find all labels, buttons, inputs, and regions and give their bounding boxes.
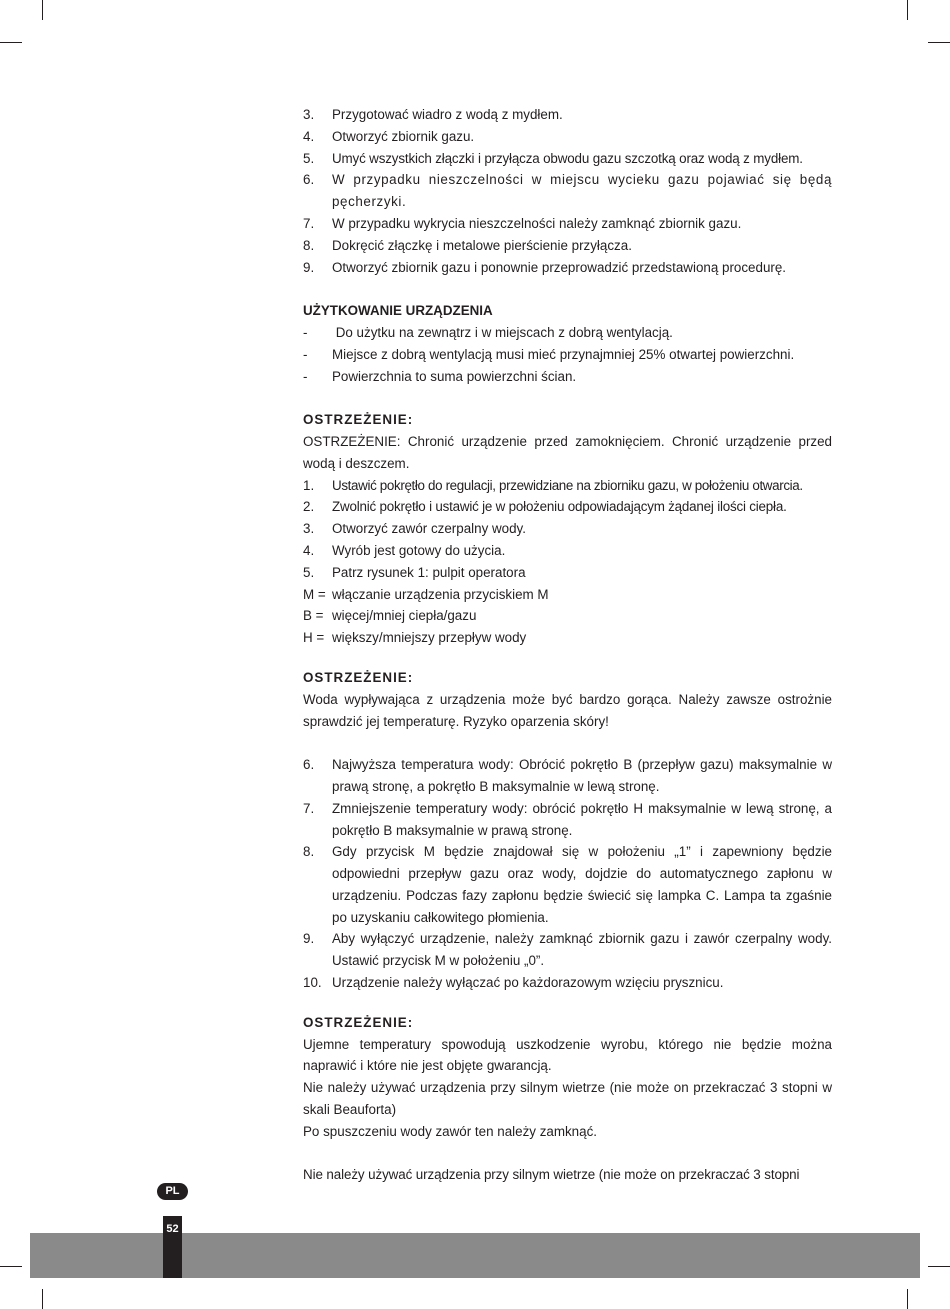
item-number: 3. [303,107,315,122]
item-bullet: - [303,368,308,384]
spacer [303,278,832,300]
item-number: 4. [303,128,315,144]
operation-list [303,475,832,649]
section-heading-warning: OSTRZEŻENIE: [303,1014,414,1030]
item-number: 8. [303,237,315,253]
item-number: 3. [303,521,315,537]
usage-list [303,322,832,387]
item-text: Otworzyć zbiornik gazu. [332,128,475,144]
page-number: 52 [163,1216,182,1278]
item-text: Najwyższa temperatura wody: Obrócić pokrętło B (przepływ gazu) maksymalnie w prawą stronę, a pokrętło B maksymalnie w lewą stronę. [332,757,832,794]
list-item [303,475,832,497]
list-item [303,169,832,213]
list-item [303,841,832,928]
list-item [303,322,832,344]
item-number: 9. [303,259,315,275]
list-item [303,928,832,972]
item-number: 6. [303,172,315,188]
item-text: większy/mniejszy przepływ wody [332,630,527,646]
item-number: 6. [303,757,315,773]
item-text: Do użytku na zewnątrz i w miejscach z dobrą wentylacją. [332,324,673,340]
item-text: Patrz rysunek 1: pulpit operatora [332,564,526,580]
item-number: 10. [303,975,322,991]
procedure-list [303,104,832,278]
item-number: 5. [303,564,315,580]
item-bullet: - [303,324,308,340]
item-number: 2. [303,499,315,515]
item-number: 7. [303,800,315,816]
list-item [303,518,832,540]
warning-intro: OSTRZEŻENIE: Chronić urządzenie przed zamoknięciem. Chronić urządzenie przed wodą i deszczem. [303,433,832,471]
spacer [303,387,832,409]
item-text: Zmniejszenie temperatury wody: obrócić pokrętło H maksymalnie w lewą stronę, a pokrętło B maksymalnie w prawą stronę. [332,800,832,838]
warning-paragraph: Nie należy używać urządzenia przy silnym wietrze (nie może on przekraczać 3 stopni [303,1167,800,1183]
item-number: 7. [303,215,315,231]
item-text: Miejsce z dobrą wentylacją musi mieć przynajmniej 25% otwartej powierzchni. [332,346,795,362]
crop-mark [0,1266,22,1267]
spacer [303,994,832,1012]
list-item [303,562,832,584]
item-text: Urządzenie należy wyłączać po każdorazowym wzięciu prysznicu. [332,975,724,991]
list-item [303,213,832,235]
list-item [303,148,832,170]
spacer [303,732,832,754]
item-text: Umyć wszystkich złączki i przyłącza obwodu gazu szczotką oraz wodą z mydłem. [332,150,803,166]
item-key: M = [303,586,326,602]
page-content [303,104,832,1186]
item-key: H = [303,630,325,646]
list-item [303,754,832,798]
item-number: 4. [303,542,315,558]
item-number: 9. [303,931,315,947]
crop-mark [42,0,43,20]
warning-paragraph: Po spuszczeniu wody zawór ten należy zamknąć. [303,1123,597,1139]
section-heading-warning: OSTRZEŻENIE: [303,412,414,428]
item-text: Przygotować wiadro z wodą z mydłem. [332,107,563,122]
crop-mark [0,42,22,43]
warning-text: Woda wypływająca z urządzenia może być bardzo gorąca. Należy zawsze ostrożnie sprawdzić jej temperaturę. Ryzyko oparzenia skóry! [303,691,832,729]
list-item [303,104,832,126]
spacer [303,649,832,659]
section-heading-warning: OSTRZEŻENIE: [303,669,414,685]
list-item [303,235,832,257]
item-text: Aby wyłączyć urządzenie, należy zamknąć zbiornik gazu i zawór czerpalny wody. Ustawić przycisk M w położeniu „0”. [332,931,832,969]
crop-mark [928,42,950,43]
list-item [303,366,832,388]
item-text: Otworzyć zawór czerpalny wody. [332,521,526,537]
item-text: W przypadku nieszczelności w miejscu wycieku gazu pojawiać się będą pęcherzyki. [332,172,832,210]
list-item [303,798,832,842]
list-item [303,972,832,994]
spacer [303,1143,832,1165]
item-text: więcej/mniej ciepła/gazu [332,608,477,624]
item-text: Gdy przycisk M będzie znajdował się w położeniu „1” i zapewniony będzie odpowiedni przepływ gazu oraz wody, dojdzie do automatycznego zapłonu w urządzeniu. Podczas fazy zapłonu będzie świecić się lampka C. Lampa ta zgaśnie po uzyskaniu całkowitego płomienia. [332,844,832,925]
warning-paragraph: Nie należy używać urządzenia przy silnym wietrze (nie może on przekraczać 3 stopni w skali Beauforta) [303,1080,832,1118]
list-item [303,344,832,366]
list-item [303,627,832,649]
list-item [303,257,832,279]
item-text: Dokręcić złączkę i metalowe pierścienie przyłącza. [332,237,632,253]
item-number: 8. [303,844,315,860]
item-text: włączanie urządzenia przyciskiem M [332,586,549,602]
spacer [303,659,832,667]
item-text: W przypadku wykrycia nieszczelności należy zamknąć zbiornik gazu. [332,215,742,231]
item-text: Wyrób jest gotowy do użycia. [332,542,506,558]
list-item [303,126,832,148]
item-key: B = [303,608,324,624]
item-bullet: - [303,346,308,362]
warning-paragraph: Ujemne temperatury spowodują uszkodzenie wyrobu, którego nie będzie można naprawić i które nie jest objęte gwarancją. [303,1036,832,1074]
crop-mark [42,1289,43,1309]
section-heading-usage: UŻYTKOWANIE URZĄDZENIA [303,303,493,319]
crop-mark [928,1266,950,1267]
item-text: Powierzchnia to suma powierzchni ścian. [332,368,577,384]
temperature-list [303,754,832,994]
item-text: Otworzyć zbiornik gazu i ponownie przeprowadzić przedstawioną procedurę. [332,259,787,275]
list-item [303,584,832,606]
item-number: 1. [303,477,315,493]
crop-mark [907,1289,908,1309]
item-number: 5. [303,150,315,166]
item-text: Zwolnić pokrętło i ustawić je w położeniu odpowiadającym żądanej ilości ciepła. [332,499,787,515]
list-item [303,540,832,562]
item-text: Ustawić pokrętło do regulacji, przewidziane na zbiorniku gazu, w położeniu otwarcia. [332,477,803,493]
language-badge: PL [157,1183,188,1200]
list-item [303,605,832,627]
list-item [303,496,832,518]
crop-mark [907,0,908,20]
